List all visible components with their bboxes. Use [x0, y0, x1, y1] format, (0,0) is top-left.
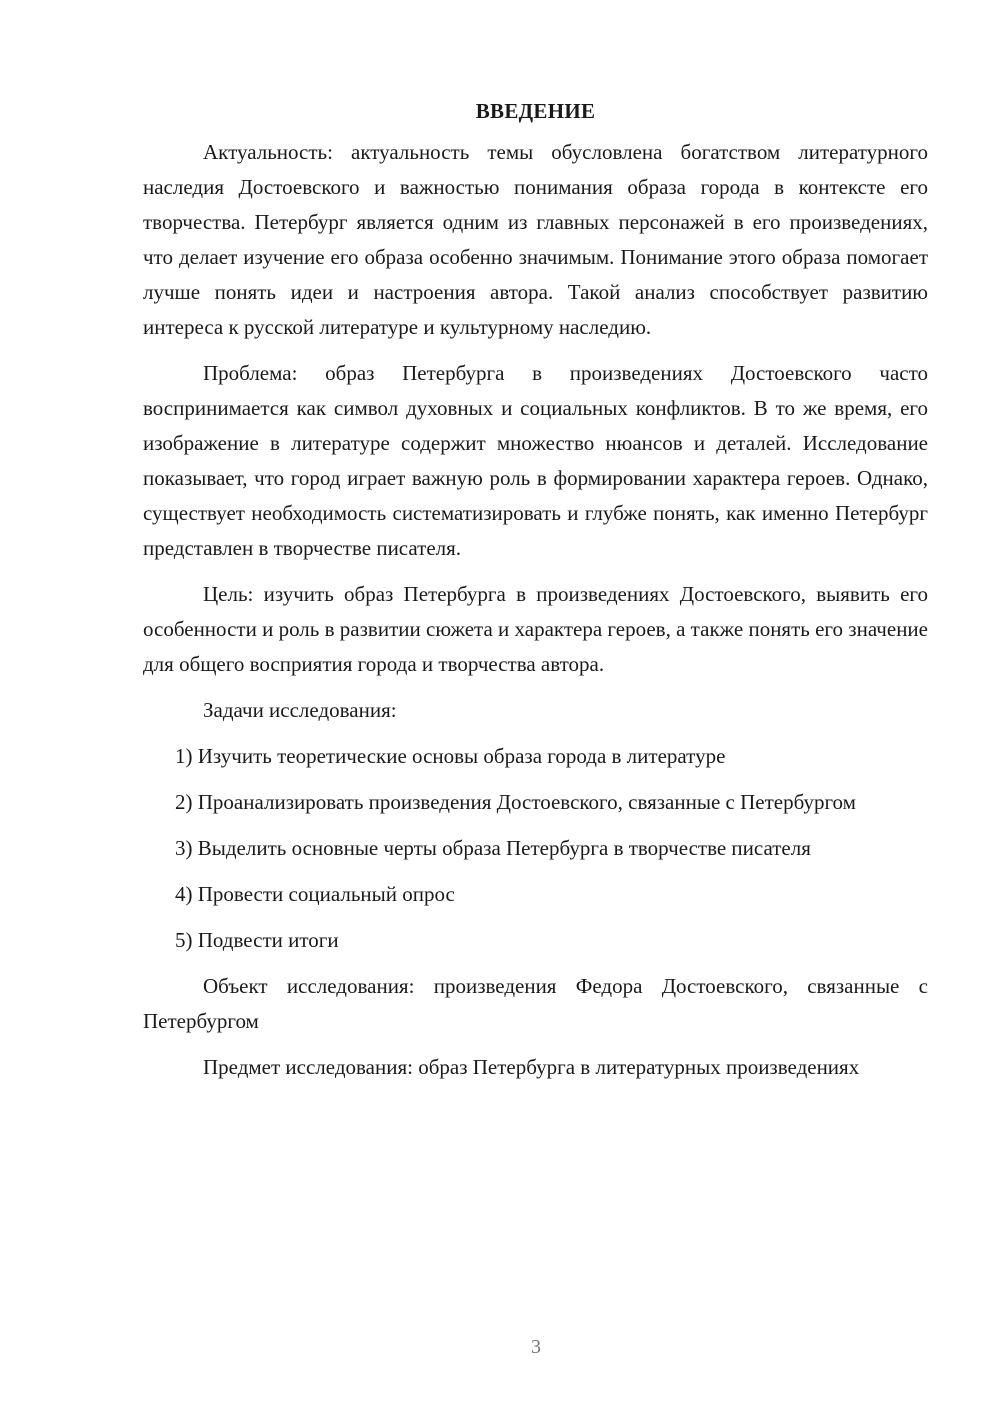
task-item-5: 5) Подвести итоги [175, 928, 339, 952]
task-item-2: 2) Проанализировать произведения Достоевского, связанные с Петербургом [175, 790, 856, 814]
paragraph-relevance: Актуальность: актуальность темы обусловлена богатством литературного наследия Достоевского и важностью понимания образа города в контексте его творчества. Петербург является одним из главных персонажей в его произведениях, что делает изучение его образа особенно значимым. Понимание этого образа помогает лучше понять идеи и настроения автора. Такой анализ способствует развитию интереса к русской литературе и культурному наследию. [143, 140, 928, 339]
task-item-4: 4) Провести социальный опрос [175, 882, 455, 906]
task-item-3: 3) Выделить основные черты образа Петербурга в творчестве писателя [175, 836, 811, 860]
page-title: ВВЕДЕНИЕ [475, 99, 596, 123]
tasks-heading: Задачи исследования: [203, 698, 397, 722]
document-page [143, 96, 928, 1096]
page-number: 3 [531, 1336, 541, 1358]
paragraph-subject: Предмет исследования: образ Петербурга в литературных произведениях [203, 1055, 860, 1079]
paragraph-goal: Цель: изучить образ Петербурга в произведениях Достоевского, выявить его особенности и роль в развитии сюжета и характера героев, а также понять его значение для общего восприятия города и творчества автора. [143, 582, 928, 676]
paragraph-object: Объект исследования: произведения Федора Достоевского, связанные с Петербургом [143, 974, 928, 1033]
task-item-1: 1) Изучить теоретические основы образа города в литературе [175, 744, 726, 768]
paragraph-problem: Проблема: образ Петербурга в произведениях Достоевского часто воспринимается как символ духовных и социальных конфликтов. В то же время, его изображение в литературе содержит множество нюансов и деталей. Исследование показывает, что город играет важную роль в формировании характера героев. Однако, существует необходимость систематизировать и глубже понять, как именно Петербург представлен в творчестве писателя. [143, 361, 928, 560]
